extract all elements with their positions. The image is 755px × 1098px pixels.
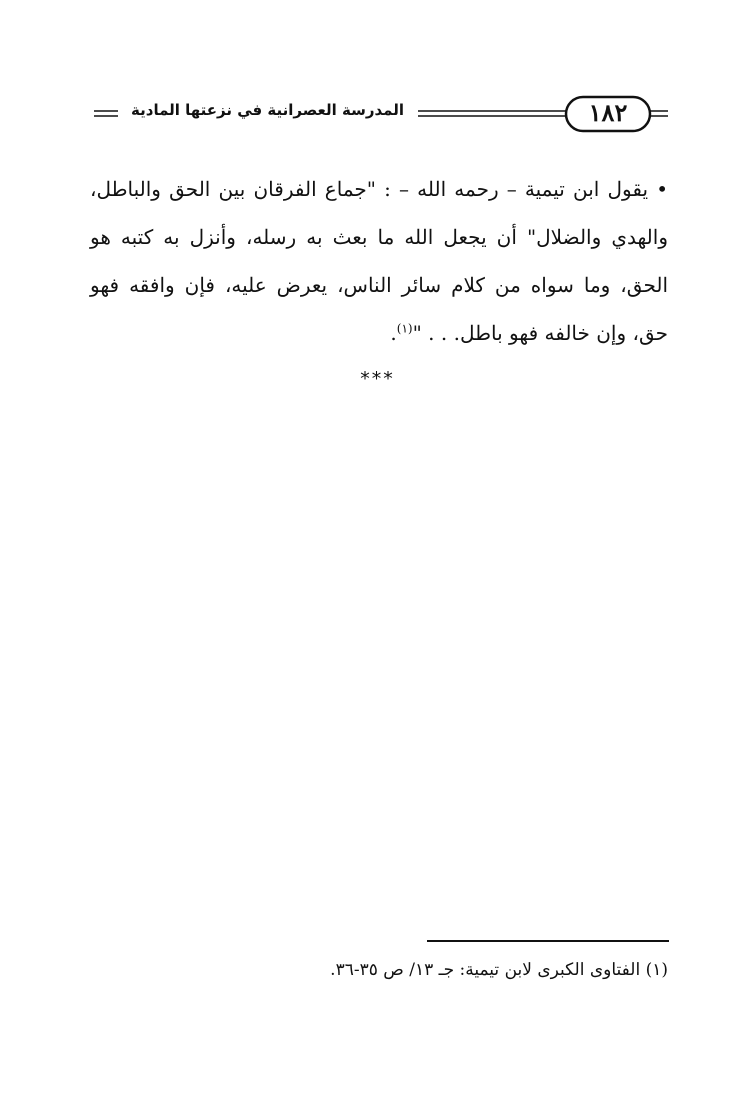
main-text: [90, 165, 668, 357]
section-separator: ***: [360, 368, 395, 390]
page-header: [90, 88, 670, 138]
quote-paragraph: [90, 165, 668, 357]
paragraph-text: • يقول ابن تيمية – رحمه الله – : "جماع الفرقان بين الحق والباطل، والهدي والضلال" أن يجعل الله ما بعث به رسله، وأنزل به كتبه هو الحق، وما سواه من كلام سائر الناس، يعرض عليه، فإن وافقه فهو حق، وإن خالفه فهو باطل. . . ": [90, 177, 669, 345]
footnote-reference: (١): [396, 321, 413, 336]
footnote-divider: [427, 940, 669, 942]
page-number: ١٨٢: [588, 98, 628, 127]
running-title: المدرسة العصرانية في نزعتها المادية: [131, 101, 404, 119]
footnote: (١) الفتاوى الكبرى لابن تيمية: جـ ١٣/ ص ٣٥-٣٦.: [330, 960, 668, 980]
closing-period: .: [390, 321, 397, 345]
